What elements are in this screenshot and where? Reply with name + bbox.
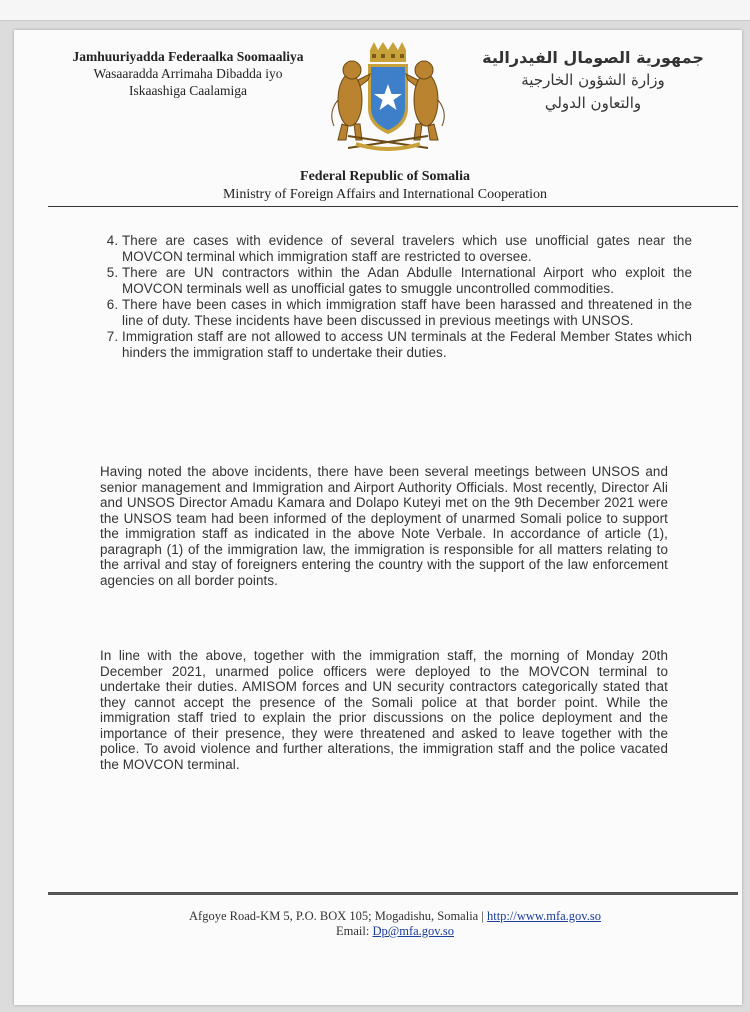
arabic-letterhead: [452, 46, 734, 115]
letterhead-arabic-line-2: وزارة الشؤون الخارجية: [521, 71, 665, 89]
body-paragraph-1: Having noted the above incidents, there have been several meetings between UNSOS and senior management and Immigration and Airport Authority Officials. Most recently, Director Ali and UNSOS Director Amadu Kamara and Dolapo Kuteyi met on the 9th December 2021 were the UNSOS team had been informed of the deployment of unarmed Somali police to support the immigration staff as indicated in the above Note Verbale. In accordance of article (1), paragraph (1) of the immigration law, the immigration is responsible for all matters relating to the arrival and stay of foreigners entering the country with the support of the law enforcement agencies on all border points.: [100, 464, 668, 588]
body-paragraph-2: In line with the above, together with the immigration staff, the morning of Monday 20th December 2021, unarmed police officers were deployed to the MOVCON terminal to undertake their duties. AMISOM forces and UN security contractors categorically stated that they cannot accept the presence of the Somali police at that border point. While the immigration staff tried to explain the prior discussions on the police deployment and the importance of their presence, they were threatened and asked to leave together with the police. To avoid violence and further alterations, the immigration staff and the police vacated the MOVCON terminal.: [100, 648, 668, 772]
letterhead-subtitle: Ministry of Foreign Affairs and International Cooperation: [222, 187, 547, 202]
letterhead-somali-line-3: Iskaashiga Caalamiga: [128, 83, 248, 98]
ribbon-icon: [356, 144, 420, 149]
letterhead-arabic-line-3: والتعاون الدولي: [544, 94, 642, 112]
right-leopard-icon: [406, 61, 444, 140]
list-item: 4. There are cases with evidence of several travelers which use unofficial gates near the MOVCON terminal which immigration staff are restricted to oversee.: [122, 233, 692, 264]
crown-icon: [370, 42, 406, 62]
footer-email-line: [100, 924, 690, 939]
somalia-coat-of-arms-icon: [328, 40, 448, 155]
footer-address-line: [100, 909, 690, 924]
numbered-list: [98, 233, 692, 361]
letterhead-somali-line-2: Wasaaradda Arrimaha Dibadda iyo: [93, 66, 283, 81]
footer: [100, 909, 690, 939]
letterhead-title: Federal Republic of Somalia: [300, 169, 470, 184]
list-item: 6. There have been cases in which immigration staff have been harassed and threatened in the line of duty. These incidents have been discussed in previous meetings with UNSOS.: [122, 297, 692, 328]
left-leopard-icon: [332, 61, 370, 140]
footer-address: Afgoye Road-KM 5, P.O. BOX 105; Mogadishu, Somalia |: [189, 909, 487, 923]
letterhead-arabic-line-1: جمهورية الصومال الفيدرالية: [482, 48, 704, 67]
letterhead-somali-line-1: Jamhuuriyadda Federaalka Soomaaliya: [72, 49, 304, 64]
header-divider: [48, 206, 738, 207]
email-link[interactable]: Dp@mfa.gov.so: [372, 924, 454, 938]
english-letterhead: [160, 168, 610, 204]
footer-divider: [48, 892, 738, 895]
somali-letterhead: [48, 48, 328, 99]
website-link[interactable]: http://www.mfa.gov.so: [486, 909, 601, 923]
previous-page-edge: [0, 0, 750, 21]
email-label: Email:: [336, 924, 373, 938]
list-item: 5. There are UN contractors within the Adan Abdulle International Airport who exploit the MOVCON terminals well as unofficial gates to smuggle uncontrolled commodities.: [122, 265, 692, 296]
list-item: 7. Immigration staff are not allowed to access UN terminals at the Federal Member States which hinders the immigration staff to undertake their duties.: [122, 329, 692, 360]
